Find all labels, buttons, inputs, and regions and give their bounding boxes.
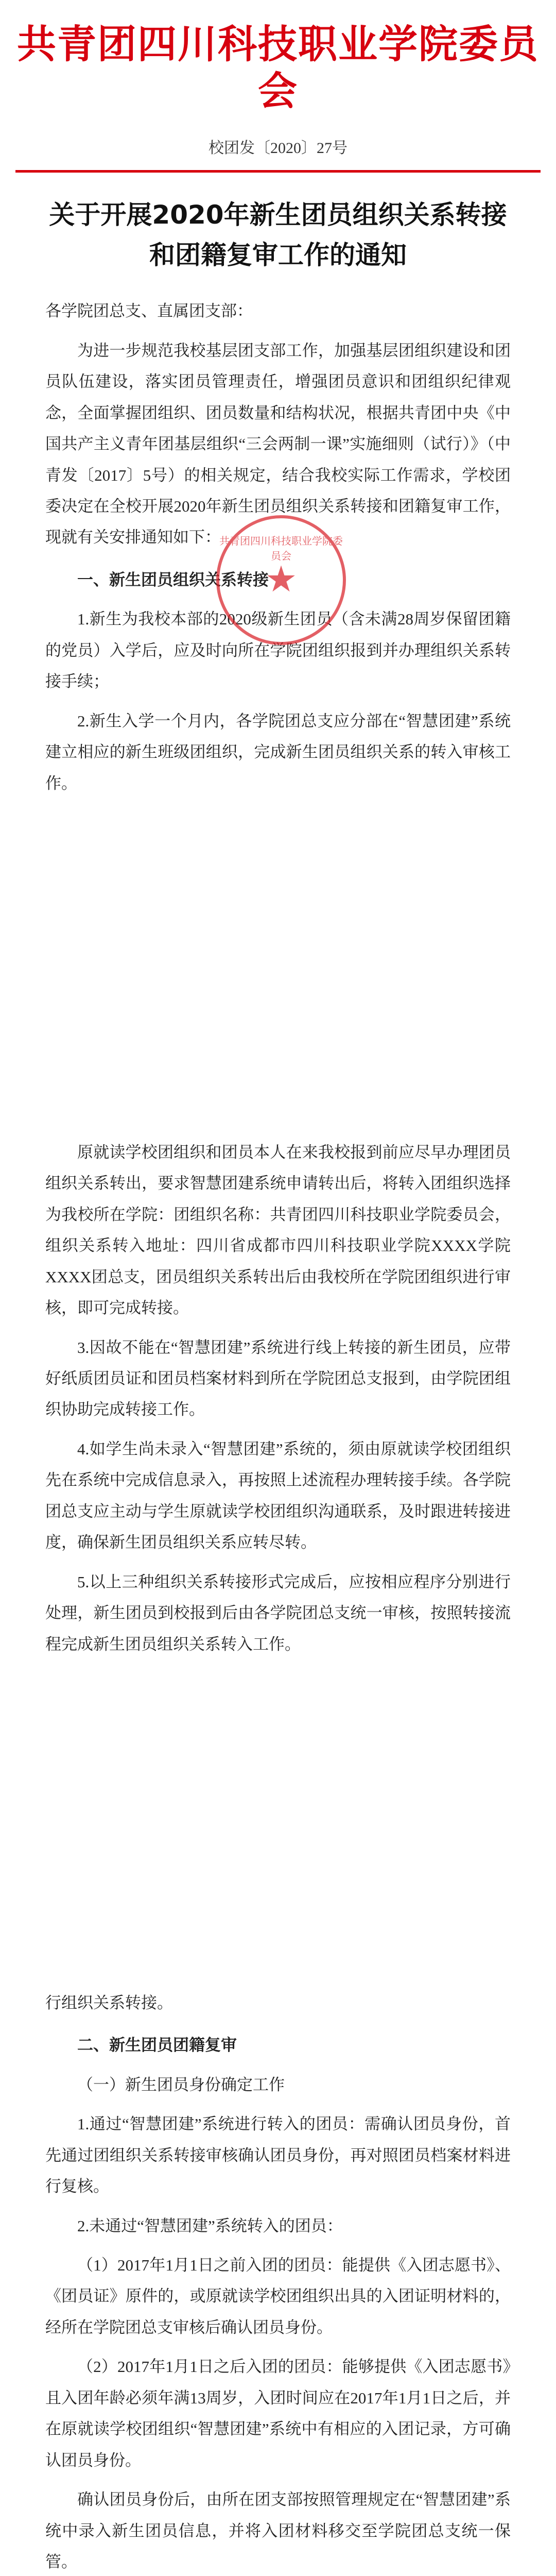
seal-star-icon: ★ (265, 560, 298, 600)
salutation: 各学院团总支、直属团支部： (45, 302, 253, 320)
paragraph: 2.未通过“智慧团建”系统转入的团员： (77, 2216, 343, 2235)
paragraph: 为进一步规范我校基层团支部工作，加强基层团组织建设和团员队伍建设，落实团员管理责任，增强团员意识和团组织纪律观念，全面掌握团组织、团员数量和结构状况，根据共青团中央《中国共产主义青年团基层组织“三会两制一课”实施细则（试行）》（中青发〔2017〕5号）的相关规定，结合我校实际工作需求，学校团委决定在全校开展2020年新生团员组织关系转接和团籍复审工作，现就有关安排通知如下： (45, 341, 511, 547)
section-heading: 二、新生团员团籍复审 (77, 2036, 237, 2055)
blank-area (45, 807, 511, 1137)
blank-area (45, 1668, 511, 1988)
paragraph: 确认团员身份后，由所在团支部按照管理规定在“智慧团建”系统中录入新生团员信息，并将入团材料移交至学院团总支统一保管。 (45, 2490, 511, 2571)
paragraph: 1.新生为我校本部的2020级新生团员（含未满28周岁保留团籍的党员）入学后，应及时向所在学院团组织报到并办理组织关系转接手续； (45, 610, 511, 691)
paragraph: 1.通过“智慧团建”系统进行转入的团员：需确认团员身份，首先通过团组织关系转接审核确认团员身份，再对照团员档案材料进行复核。 (45, 2115, 511, 2196)
section-heading: 一、新生团员组织关系转接 (77, 570, 269, 589)
paragraph: 2.新生入学一个月内，各学院团总支应分部在“智慧团建”系统建立相应的新生班级团组织，完成新生团员组织关系的转入审核工作。 (45, 711, 511, 792)
notice-title: 关于开展2020年新生团员组织关系转接和团籍复审工作的通知 (49, 200, 507, 270)
organization-title: 共青团四川科技职业学院委员会 (17, 21, 539, 114)
document-header (0, 0, 556, 158)
paragraph: 原就读学校团组织和团员本人在来我校报到前应尽早办理团员组织关系转出，要求智慧团建系统申请转出后，将转入团组织选择为我校所在学院：团组织名称：共青团四川科技职业学院委员会，组织关系转入地址：四川省成都市四川科技职业学院XXXX学院XXXX团总支，团员组织关系转出后由我校所在学院团组织进行审核，即可完成转接。 (45, 1143, 511, 1317)
red-divider (15, 170, 541, 173)
paragraph: 行组织关系转接。 (45, 1993, 173, 2012)
paragraph: （1）2017年1月1日之前入团的团员：能提供《入团志愿书》、《团员证》原件的，或原就读学校团组织出具的入团证明材料的，经所在学院团总支审核后确认团员身份。 (45, 2256, 511, 2336)
paragraph: 3.因故不能在“智慧团建”系统进行线上转接的新生团员，应带好纸质团员证和团员档案材料到所在学院团总支报到，由学院团组织协助完成转接工作。 (45, 1338, 511, 1419)
document-number: 校团发〔2020〕27号 (208, 140, 348, 157)
official-seal (216, 515, 346, 645)
seal-text: 共青团四川科技职业学院委员会 (219, 535, 343, 562)
paragraph: 4.如学生尚未录入“智慧团建”系统的，须由原就读学校团组织先在系统中完成信息录入，再按照上述流程办理转接手续。各学院团总支应主动与学生原就读学校团组织沟通联系，及时跟进转接进度，确保新生团员组织关系应转尽转。 (45, 1439, 511, 1552)
subsection-heading: （一）新生团员身份确定工作 (77, 2075, 285, 2094)
paragraph: 5.以上三种组织关系转接形式完成后，应按相应程序分别进行处理，新生团员到校报到后由各学院团总支统一审核，按照转接流程完成新生团员组织关系转入工作。 (45, 1572, 511, 1653)
paragraph: （2）2017年1月1日之后入团的团员：能够提供《入团志愿书》且入团年龄必须年满13周岁，入团时间应在2017年1月1日之后，并在原就读学校团组织“智慧团建”系统中有相应的入团记录，方可确认团员身份。 (45, 2358, 511, 2469)
